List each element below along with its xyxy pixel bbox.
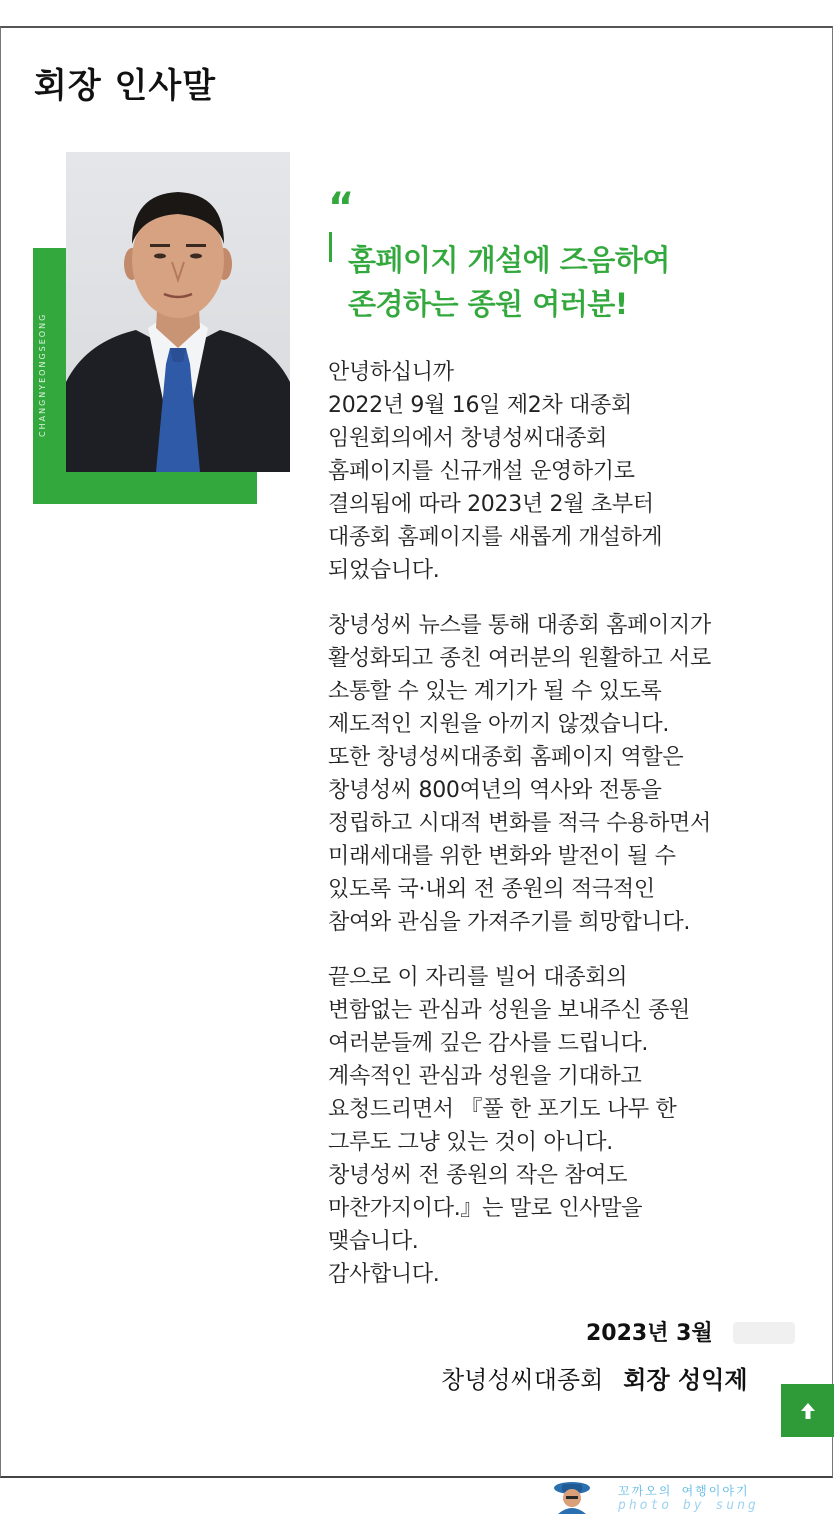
watermark-avatar-icon <box>552 1480 592 1514</box>
watermark-credit: photo by sung <box>618 1498 759 1513</box>
body-line: 감사합니다. <box>328 1262 440 1287</box>
greeting-body <box>328 356 808 1313</box>
paragraph <box>328 609 808 939</box>
signer-name: 회장 성익제 <box>623 1366 748 1394</box>
body-line: 정립하고 시대적 변화를 적극 수용하면서 <box>328 811 711 836</box>
page-title: 회장 인사말 <box>34 66 217 106</box>
body-line: 있도록 국·내외 전 종원의 적극적인 <box>328 877 655 902</box>
body-line: 그루도 그냥 있는 것이 아니다. <box>328 1130 613 1155</box>
body-line: 창녕성씨 800여년의 역사와 전통을 <box>328 778 662 803</box>
body-line: 창녕성씨 전 종원의 작은 참여도 <box>328 1163 628 1188</box>
body-line: 홈페이지를 신규개설 운영하기로 <box>328 459 635 484</box>
headline-line: 홈페이지 개설에 즈음하여 <box>348 243 670 277</box>
signature <box>441 1360 748 1395</box>
scroll-to-top-button[interactable] <box>781 1384 834 1437</box>
chairman-photo <box>66 152 290 472</box>
body-line: 안녕하십니까 <box>328 360 454 385</box>
headline-line: 존경하는 종원 여러분! <box>348 287 628 321</box>
body-line: 마찬가지이다.』는 말로 인사말을 <box>328 1196 643 1221</box>
greeting-date: 2023년 3월 <box>586 1321 713 1346</box>
body-line: 되었습니다. <box>328 558 440 583</box>
paragraph <box>328 356 808 587</box>
watermark-text: 꼬까오의 여행이야기 <box>618 1484 750 1498</box>
organization-name: 창녕성씨대종회 <box>441 1366 604 1394</box>
body-line: 끝으로 이 자리를 빌어 대종회의 <box>328 965 628 990</box>
body-line: 제도적인 지원을 아끼지 않겠습니다. <box>328 712 670 737</box>
body-line: 2022년 9월 16일 제2차 대종회 <box>328 393 632 418</box>
body-line: 미래세대를 위한 변화와 발전이 될 수 <box>328 844 676 869</box>
body-line: 맺습니다. <box>328 1229 419 1254</box>
photo-watermark <box>552 1478 792 1514</box>
body-line: 계속적인 관심과 성원을 기대하고 <box>328 1064 642 1089</box>
body-line: 대종회 홈페이지를 새롭게 개설하게 <box>328 525 663 550</box>
paragraph <box>328 961 808 1291</box>
quote-accent-line <box>329 232 332 262</box>
greeting-headline <box>348 238 670 326</box>
body-line: 여러분들께 깊은 감사를 드립니다. <box>328 1031 649 1056</box>
body-line: 결의됨에 따라 2023년 2월 초부터 <box>328 492 654 517</box>
body-line: 또한 창녕성씨대종회 홈페이지 역할은 <box>328 745 684 770</box>
blurred-date-area <box>733 1322 795 1344</box>
body-line: 소통할 수 있는 계기가 될 수 있도록 <box>328 679 662 704</box>
quote-mark: “ <box>328 185 355 231</box>
body-line: 창녕성씨 뉴스를 통해 대종회 홈페이지가 <box>328 613 711 638</box>
side-label: CHANGNYEONGSEONG <box>38 312 47 438</box>
body-line: 참여와 관심을 가져주기를 희망합니다. <box>328 910 691 935</box>
body-line: 요청드리면서 『풀 한 포기도 나무 한 <box>328 1097 677 1122</box>
arrow-up-icon <box>800 1402 816 1420</box>
body-line: 변함없는 관심과 성원을 보내주신 종원 <box>328 998 691 1023</box>
body-line: 활성화되고 종친 여러분의 원활하고 서로 <box>328 646 711 671</box>
body-line: 임원회의에서 창녕성씨대종회 <box>328 426 608 451</box>
